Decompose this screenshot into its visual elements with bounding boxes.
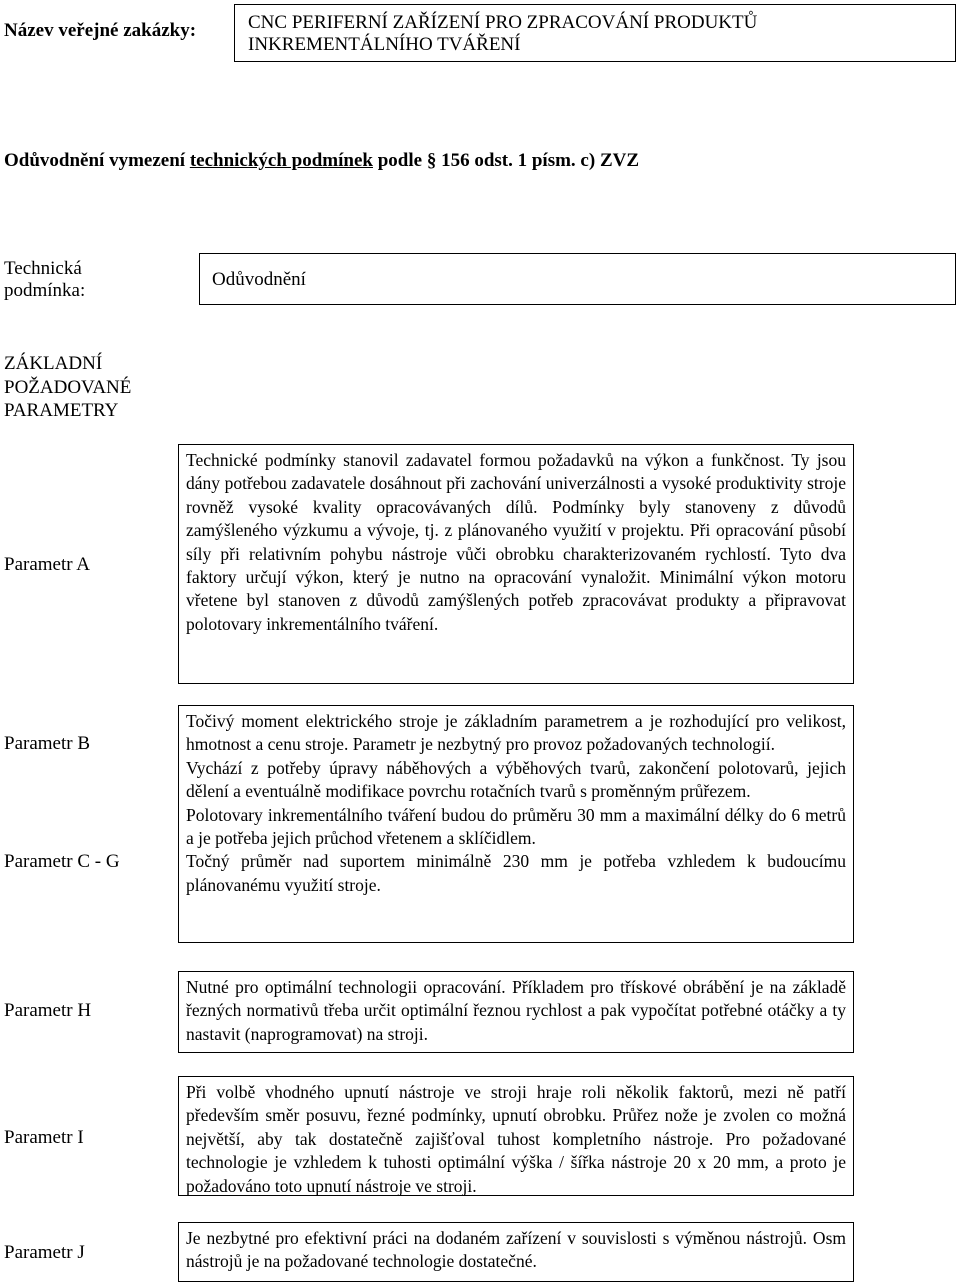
condition-column-label bbox=[4, 258, 85, 302]
subtitle-part1: Odůvodnění vymezení bbox=[4, 150, 186, 171]
justification-paragraph: Technické podmínky stanovil zadavatel formou požadavků na výkon a funkčnost. Ty jsou dány potřebou zadavatele dosáhnout při zachování univerzálnosti a vysoké produktivity stroje rovněž vysoké kvality opracovávaných dílů. Podmínky byly stanoveny z důvodů zamýšleného výzkumu a vývoje, tj. z plánovaného využití v projektu. Při opracování působí síly při relativním pohybu nástroje vůči obrobku charakterizovaném rychlostí. Tyto dva faktory určují výkon, který je nutno na opracování vynaložit. Minimální výkon motoru vřetene byl stanoven z důvodů zamýšlených potřeb zpracovávat produkty a připravovat polotovary inkrementálního tváření. bbox=[186, 450, 846, 634]
justification-box-a bbox=[178, 444, 854, 684]
section-heading bbox=[4, 352, 131, 423]
justification-paragraph: Nutné pro optimální technologii opracování. Příkladem pro třískové obrábění je na základě řezných normativů třeba určit optimální řeznou rychlost a pak vypočítat potřebné otáčky a ty nastavit (naprogramovat) na stroji. bbox=[186, 977, 846, 1044]
condition-label-line1: Technická bbox=[4, 258, 82, 279]
param-label: Parametr I bbox=[4, 1127, 84, 1148]
justification-header-box bbox=[199, 253, 956, 305]
contract-title-box bbox=[234, 4, 956, 62]
justification-box-h bbox=[178, 971, 854, 1053]
param-label: Parametr J bbox=[4, 1242, 85, 1263]
section-line1: ZÁKLADNÍ bbox=[4, 353, 103, 374]
param-label: Parametr B bbox=[4, 733, 91, 754]
justification-box-b-g bbox=[178, 705, 854, 943]
justification-header: Odůvodnění bbox=[212, 269, 306, 290]
param-label: Parametr A bbox=[4, 554, 91, 575]
justification-paragraph: Točný průměr nad suportem minimálně 230 mm je potřeba vzhledem k budoucímu plánovanému využití stroje. bbox=[186, 851, 846, 895]
condition-label-line2: podmínka: bbox=[4, 280, 86, 301]
subtitle-part2: technických podmínek bbox=[189, 150, 373, 171]
justification-paragraph: Je nezbytné pro efektivní práci na dodaném zařízení v souvislosti s výměnou nástrojů. Osm nástrojů je na požadované technologie dostatečné. bbox=[186, 1228, 846, 1272]
justification-paragraph: Polotovary inkrementálního tváření budou do průměru 30 mm a maximální délky do 6 metrů a je potřeba jejich průchod vřetenem a sklíčidlem. bbox=[186, 804, 846, 849]
justification-paragraph: Při volbě vhodného upnutí nástroje ve stroji hraje roli několik faktorů, mezi ně patří především směr posuvu, řezné podmínky, upnutí obrobku. Průřez nože je zvolen co možná největší, aby tak dostatečně zajišťoval tuhost kompletního nástroje. Pro požadované technologie je vzhledem k tuhosti optimální výška / šířka nástroje 20 x 20 mm, a proto je požadováno toto upnutí nástroje ve stroji. bbox=[186, 1082, 846, 1196]
justification-paragraph: Vychází z potřeby úpravy náběhových a výběhových tvarů, zakončení polotovarů, jejich dělení a eventuálně modifikace povrchu rotačních tvarů s proměnným průřezem. bbox=[186, 757, 846, 802]
justification-box-j bbox=[178, 1222, 854, 1282]
justification-box-i bbox=[178, 1076, 854, 1196]
justification-paragraph: Točivý moment elektrického stroje je základním parametrem a je rozhodující pro velikost, hmotnost a cenu stroje. Parametr je nezbytný pro provoz požadovaných technologií. bbox=[186, 711, 846, 755]
param-label: Parametr C - G bbox=[4, 851, 120, 872]
contract-name-label: Název veřejné zakázky: bbox=[4, 20, 197, 41]
page-subtitle bbox=[4, 150, 639, 172]
contract-title-line1: CNC PERIFERNÍ ZAŘÍZENÍ PRO ZPRACOVÁNÍ PRODUKTŮ bbox=[248, 12, 758, 33]
subtitle-part3: podle § 156 odst. 1 písm. c) ZVZ bbox=[377, 150, 640, 171]
section-line3: PARAMETRY bbox=[4, 400, 119, 421]
section-line2: POŽADOVANÉ bbox=[4, 376, 132, 398]
param-label: Parametr H bbox=[4, 1000, 92, 1021]
contract-title-line2: INKREMENTÁLNÍHO TVÁŘENÍ bbox=[248, 34, 521, 55]
